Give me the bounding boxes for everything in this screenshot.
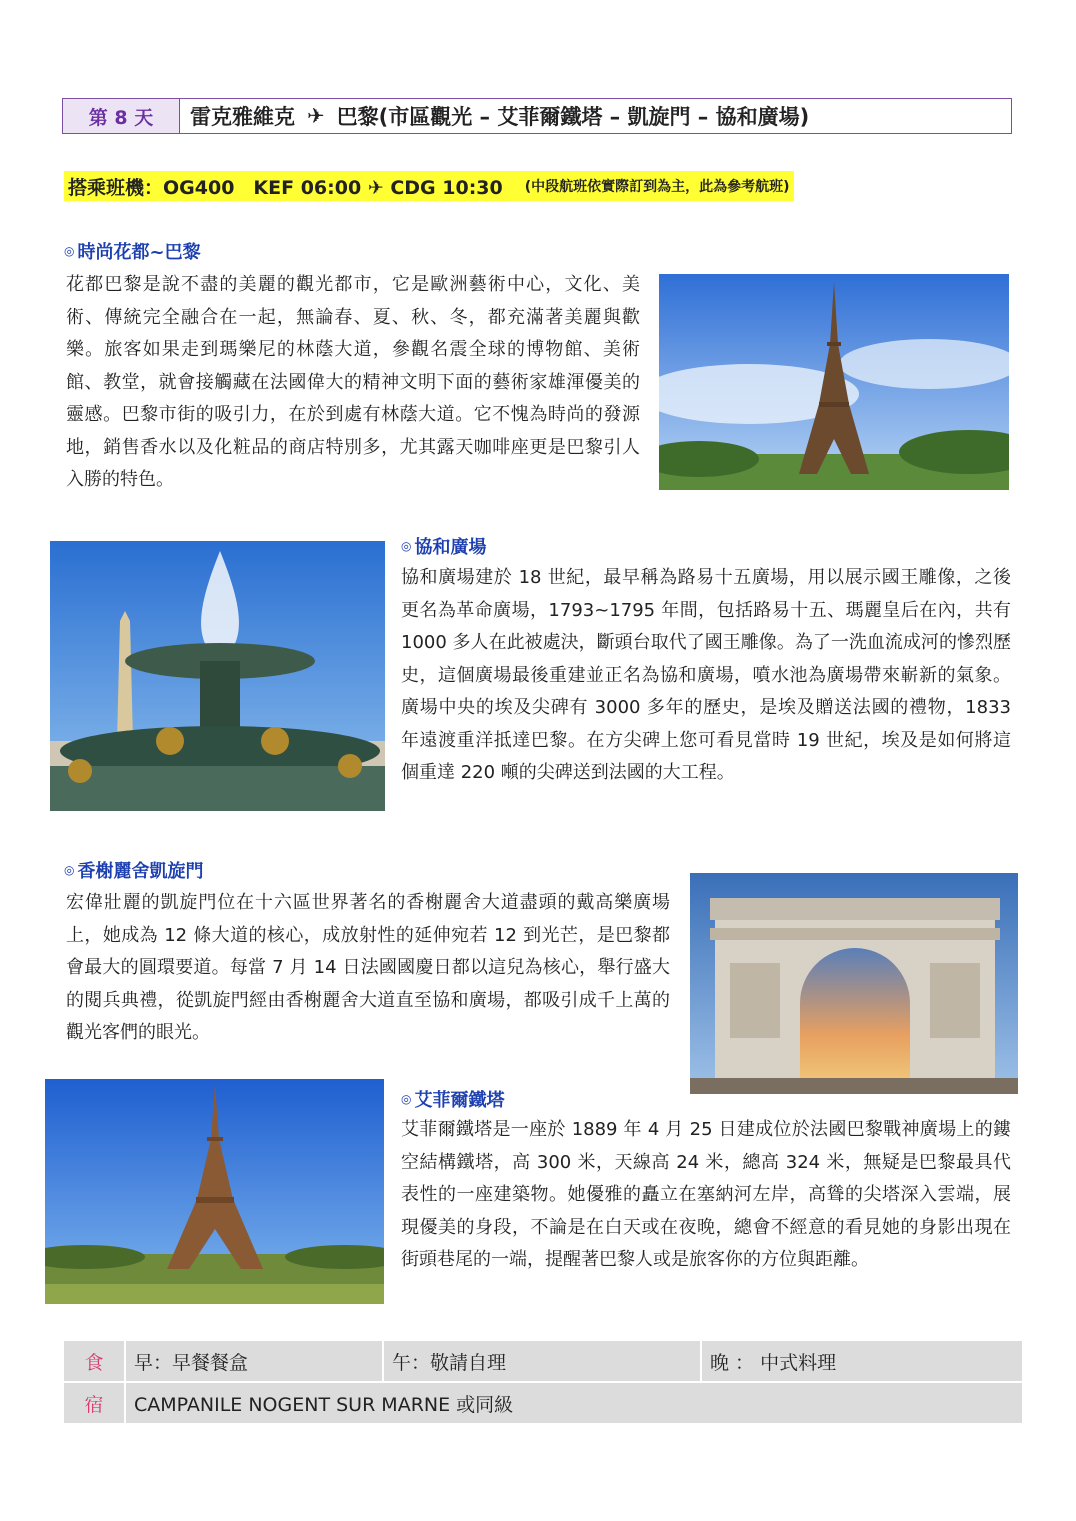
flight-main: 搭乘班機：OG400 KEF 06:00 ✈ CDG 10:30 bbox=[68, 176, 503, 199]
hotel-name: CAMPANILE NOGENT SUR MARNE 或同級 bbox=[125, 1382, 1023, 1424]
meals-row bbox=[63, 1340, 1023, 1382]
hotel-label: 宿 bbox=[63, 1382, 125, 1424]
section-title-text: 時尚花都~巴黎 bbox=[77, 242, 201, 263]
flight-info bbox=[64, 171, 794, 201]
arc-de-triomphe-photo bbox=[690, 873, 1018, 1094]
day-header bbox=[62, 98, 1012, 134]
meal-label: 食 bbox=[63, 1340, 125, 1382]
bullet-icon: ◎ bbox=[64, 863, 75, 877]
eiffel-tower-photo-1 bbox=[659, 274, 1009, 490]
destination-detail: 巴黎(市區觀光 – 艾菲爾鐵塔 – 凱旋門 – 協和廣場) bbox=[336, 105, 810, 129]
section-text-concorde: 協和廣場建於 18 世紀，最早稱為路易十五廣場，用以展示國王雕像，之後更名為革命廣場，1793~1795 年間，包括路易十五、瑪麗皇后在內，共有 1000 多人在此被處決，斷頭台取代了國王雕像。為了一洗血流成河的慘烈歷史，這個廣場最後重建並正名為協和廣場，噴水池為廣場帶來嶄新的氣象。廣場中央的埃及尖碑有 3000 多年的歷史，是埃及贈送法國的禮物，1833 年遠渡重洋抵達巴黎。在方尖碑上您可看見當時 19 世紀，埃及是如何將這個重達 220 噸的尖碑送到法國的大工程。 bbox=[401, 567, 1011, 783]
section-text-arc: 宏偉壯麗的凱旋門位在十六區世界著名的香榭麗舍大道盡頭的戴高樂廣場上，她成為 12 條大道的核心，成放射性的延伸宛若 12 到光芒，是巴黎都會最大的圓環要道。每當 7 月 14 日法國國慶日都以這兒為核心，舉行盛大的閱兵典禮，從凱旋門經由香榭麗舍大道直至協和廣場，都吸引成千上萬的觀光客們的眼光。 bbox=[66, 892, 670, 1043]
dinner: 晚 ： 中式料理 bbox=[701, 1340, 1023, 1382]
airplane-icon: ✈ bbox=[307, 104, 325, 128]
section-text-eiffel: 艾菲爾鐵塔是一座於 1889 年 4 月 25 日建成位於法國巴黎戰神廣場上的鏤空結構鐵塔，高 300 米，天線高 24 米，總高 324 米，無疑是巴黎最具代表性的一座建築物。她優雅的矗立在塞納河左岸，高聳的尖塔深入雲端，展現優美的身段，不論是在白天或在夜晚，總會不經意的看見她的身影出現在街頭巷尾的一端，提醒著巴黎人或是旅客你的方位與距離。 bbox=[401, 1119, 1011, 1270]
section-text-paris: 花都巴黎是說不盡的美麗的觀光都市，它是歐洲藝術中心，文化、美術、傳統完全融合在一起，無論春、夏、秋、冬，都充滿著美麗與歡樂。旅客如果走到瑪樂尼的林蔭大道，參觀名震全球的博物館、美術館、教堂，就會接觸藏在法國偉大的精神文明下面的藝術家雄渾優美的靈感。巴黎市街的吸引力，在於到處有林蔭大道。它不愧為時尚的發源地，銷售香水以及化粧品的商店特別多，尤其露天咖啡座更是巴黎引人入勝的特色。 bbox=[66, 274, 640, 490]
eiffel-tower-photo-2 bbox=[45, 1079, 384, 1304]
section-title-paris bbox=[64, 238, 201, 264]
section-title-concorde bbox=[401, 533, 486, 559]
day-title bbox=[180, 99, 1011, 133]
bullet-icon: ◎ bbox=[64, 244, 75, 258]
flight-note: (中段航班依實際訂到為主，此為參考航班) bbox=[524, 179, 790, 195]
section-title-text: 香榭麗舍凱旋門 bbox=[77, 861, 204, 882]
breakfast: 早：早餐餐盒 bbox=[125, 1340, 383, 1382]
meals-table bbox=[62, 1339, 1024, 1425]
section-title-eiffel bbox=[401, 1086, 504, 1112]
hotel-row bbox=[63, 1382, 1023, 1424]
section-title-text: 協和廣場 bbox=[414, 537, 487, 558]
bullet-icon: ◎ bbox=[401, 539, 412, 553]
concorde-fountain-photo bbox=[50, 541, 385, 811]
lunch: 午：敬請自理 bbox=[383, 1340, 701, 1382]
origin-city: 雷克雅維克 bbox=[190, 105, 295, 129]
bullet-icon: ◎ bbox=[401, 1092, 412, 1106]
section-title-text: 艾菲爾鐵塔 bbox=[414, 1090, 505, 1111]
day-label: 第 8 天 bbox=[63, 99, 180, 133]
section-title-arc bbox=[64, 857, 203, 883]
